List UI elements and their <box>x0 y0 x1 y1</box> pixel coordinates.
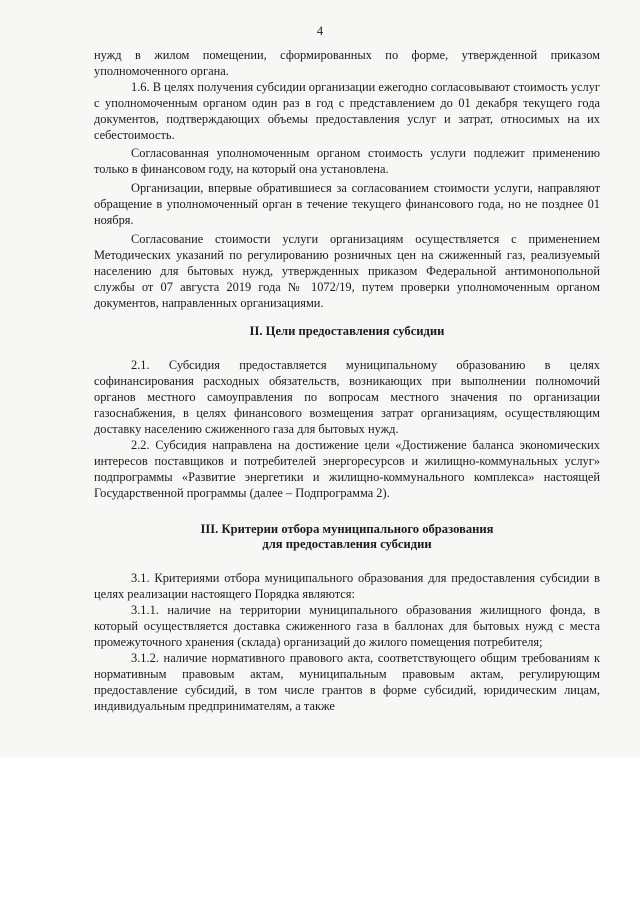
paragraph-agreed-cost: Согласованная уполномоченным органом стоимость услуги подлежит применению только в финансовом году, на который она установлена. <box>94 146 600 177</box>
paragraph-2-2: 2.2. Субсидия направлена на достижение цели «Достижение баланса экономических интересов поставщиков и потребителей энергоресурсов и жилищно-коммунальных услуг» подпрограммы «Развитие энергетики и жилищно-коммунального комплекса» настоящей Государственной программы (далее – Подпрограмма 2). <box>94 437 600 500</box>
paragraph-3-1-1: 3.1.1. наличие на территории муниципального образования жилищного фонда, в который осуществляется доставка сжиженного газа в баллонах для бытовых нужд с места промежуточного хранения (склада) организаций до жилого помещения потребителя; <box>94 603 600 649</box>
section-3-heading-line-1: III. Критерии отбора муниципального образования <box>200 521 494 536</box>
paragraph-continuation: нужд в жилом помещении, сформированных по форме, утвержденной приказом уполномоченного органа. <box>94 48 600 78</box>
paragraph-first-time-organizations: Организации, впервые обратившиеся за согласованием стоимости услуги, направляют обращение в уполномоченный орган в течение текущего финансового года, но не позднее 01 ноября. <box>94 181 600 228</box>
paragraph-cost-agreement-method: Согласование стоимости услуги организациям осуществляется с применением Методических указаний по регулированию розничных цен на сжиженный газ, реализуемый населению для бытовых нужд, утвержденных приказом Федеральной антимонопольной службы от 07 августа 2019 года № 1072/19, путем проверки уполномоченным органом документов, направленных организациями. <box>94 231 600 310</box>
section-2-heading: II. Цели предоставления субсидии <box>249 323 445 338</box>
section-3-heading-line-2: для предоставления субсидии <box>262 537 432 552</box>
paragraph-3-1: 3.1. Критериями отбора муниципального образования для предоставления субсидии в целях реализации настоящего Порядка являются: <box>94 571 600 602</box>
paragraph-1-6: 1.6. В целях получения субсидии организации ежегодно согласовывают стоимость услуг с уполномоченным органом один раз в год с представлением до 01 декабря текущего года документов, подтверждающих объемы предоставления услуг и затрат, относимых на их себестоимость. <box>94 79 600 142</box>
paragraph-2-1: 2.1. Субсидия предоставляется муниципальному образованию в целях софинансирования расходных обязательств, возникающих при выполнении полномочий органов местного самоуправления по вопросам местного значения по организации газоснабжения, в целях финансового возмещения затрат организациям, осуществляющим доставку населению сжиженного газа для бытовых нужд. <box>94 358 600 437</box>
paragraph-3-1-2: 3.1.2. наличие нормативного правового акта, соответствующего общим требованиям к нормативным правовым актам, муниципальным правовым актам, регулирующим предоставление субсидий, в том числе грантов в форме субсидий, юридическим лицам, индивидуальным предпринимателям, а также <box>94 650 600 713</box>
page-number: 4 <box>316 24 324 38</box>
document-body <box>94 48 600 715</box>
section-3-heading <box>94 522 600 554</box>
